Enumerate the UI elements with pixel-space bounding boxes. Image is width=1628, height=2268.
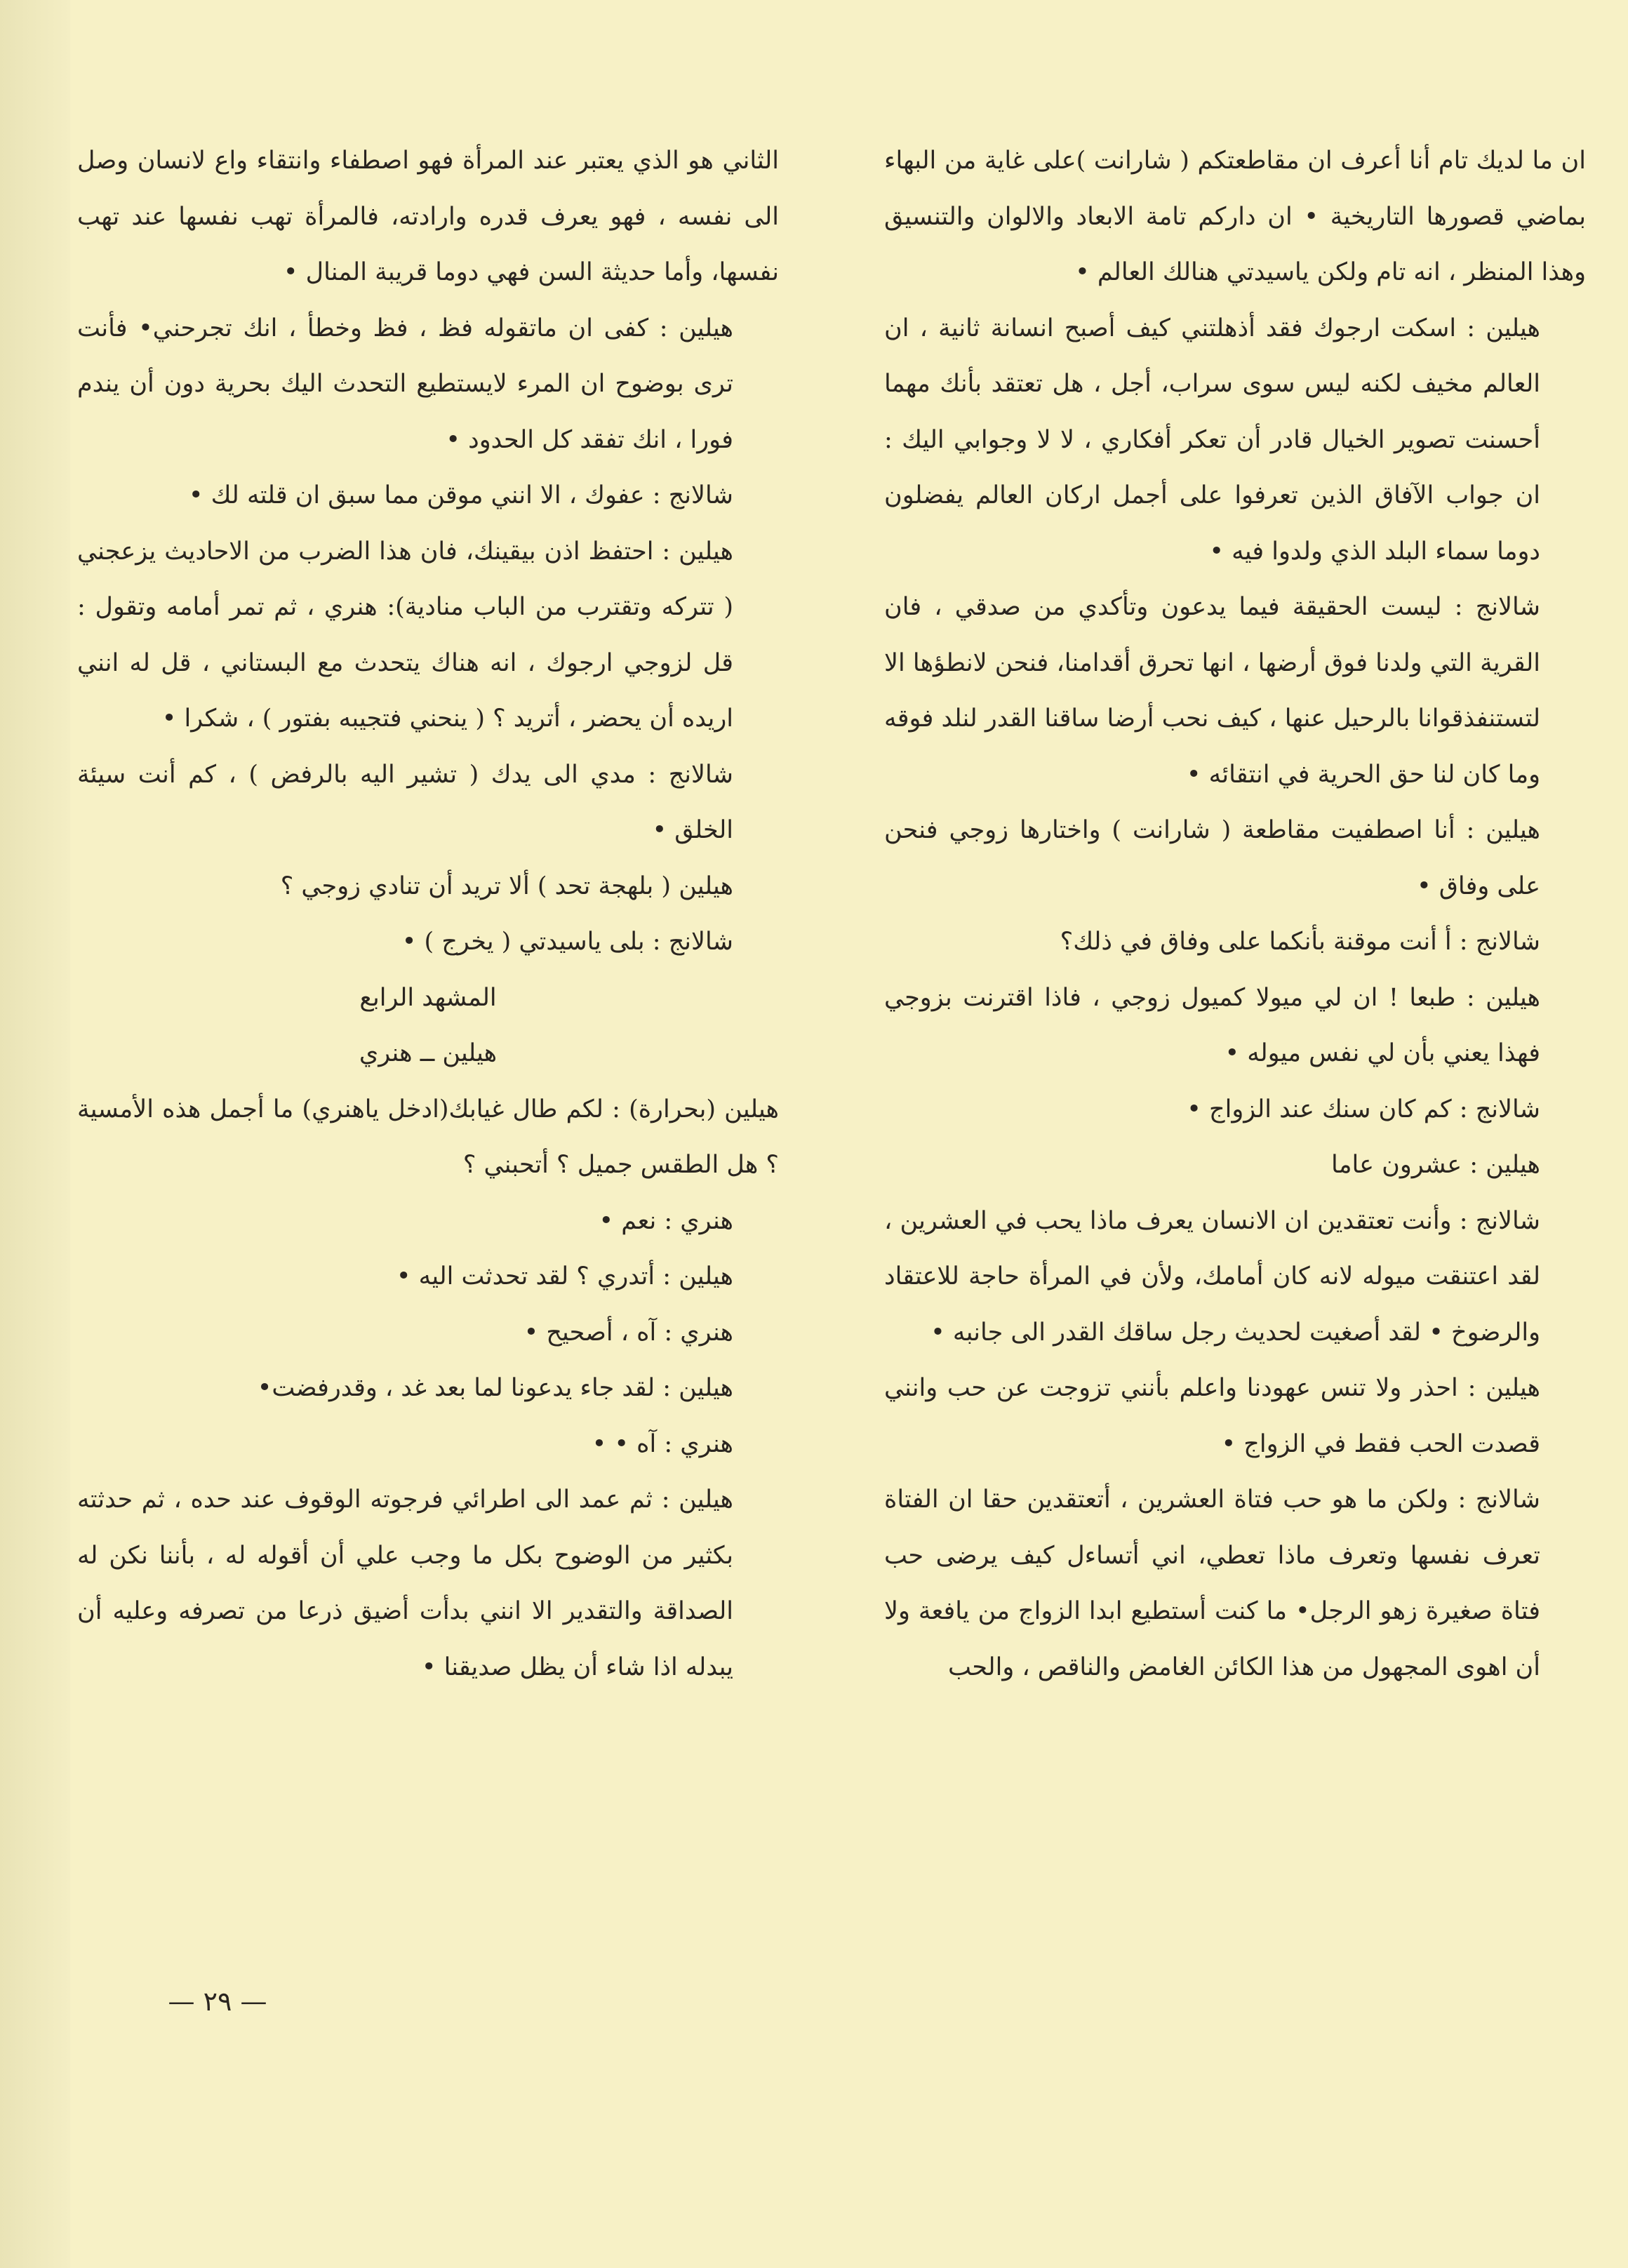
paragraph: شالانج : وأنت تعتقدين ان الانسان يعرف ماذا يحب في العشرين ، لقد اعتنقت ميوله لانه كان أمامك، ولأن في المرأة حاجة للاعتقاد والرضوخ • لقد أصغيت لحديث رجل ساقك القدر الى جانبه • xyxy=(884,1206,1540,1347)
paragraph: هيلين : طبعا ! ان لي ميولا كميول زوجي ، فاذا اقترنت بزوجي فهذا يعني بأن لي نفس ميوله • xyxy=(884,983,1540,1067)
paragraph: هنري : نعم • xyxy=(599,1206,733,1235)
paragraph: شالانج : كم كان سنك عند الزواج • xyxy=(1187,1095,1540,1123)
paragraph: هنري : آه • • xyxy=(592,1429,733,1458)
paragraph: هيلين : أتدري ؟ لقد تحدثت اليه • xyxy=(396,1262,733,1290)
paragraph: هيلين : احتفظ اذن بيقينك، فان هذا الضرب من الاحاديث يزعجني ( تتركه وتقترب من الباب منادية): هنري ، ثم تمر أمامه وتقول : قل لزوجي ارجوك ، انه هناك يتحدث مع البستاني ، قل له انني اريده أن يحضر ، أتريد ؟ ( ينحني فتجيبه بفتور ) ، شكرا • xyxy=(77,537,733,733)
left-text-column xyxy=(77,133,779,1695)
paragraph: هيلين : ثم عمد الى اطرائي فرجوته الوقوف عند حده ، ثم حدثته بكثير من الوضوح بكل ما وجب علي أن أقوله له ، بأننا نكن له الصداقة والتقدير الا انني بدأت أضيق ذرعا من تصرفه وعليه أن يبدله اذا شاء أن يظل صديقنا • xyxy=(77,1486,733,1681)
paragraph: هيلين : كفى ان ماتقوله فظ ، فظ وخطأ ، انك تجرحني• فأنت ترى بوضوح ان المرء لايستطيع التحدث اليك بحرية دون أن يندم فورا ، انك تفقد كل الحدود • xyxy=(77,314,733,454)
paragraph: هيلين : اسكت ارجوك فقد أذهلتني كيف أصبح انسانة ثانية ، ان العالم مخيف لكنه ليس سوى سراب، أجل ، هل تعتقد بأنك مهما أحسنت تصوير الخيال قادر أن تعكر أفكاري ، لا لا وجوابي اليك : ان جواب الآفاق الذين تعرفوا على أجمل اركان العالم يفضلون دوما سماء البلد الذي ولدوا فيه • xyxy=(884,314,1540,566)
book-page xyxy=(70,0,1628,2268)
scene-characters: هيلين ــ هنري xyxy=(359,1039,498,1067)
paragraph: شالانج : مدي الى يدك ( تشير اليه بالرفض ) ، كم أنت سيئة الخلق • xyxy=(77,760,733,844)
paragraph: الثاني هو الذي يعتبر عند المرأة فهو اصطفاء وانتقاء واع لانسان وصل الى نفسه ، فهو يعرف قدره وارادته، فالمرأة تهب نفسها عند تهب نفسها، وأما حديثة السن فهي دوما قريبة المنال • xyxy=(77,147,779,286)
paragraph: شالانج : ليست الحقيقة فيما يدعون وتأكدي من صدقي ، فان القرية التي ولدنا فوق أرضها ، انها تحرق أقدامنا، فنحن لانطؤها الا لتستنفذقوانا بالرحيل عنها ، كيف نحب أرضا ساقنا القدر لنلد فوقه وما كان لنا حق الحرية في انتقائه • xyxy=(884,593,1540,789)
right-text-column xyxy=(884,133,1586,1695)
paragraph: شالانج : عفوك ، الا انني موقن مما سبق ان قلته لك • xyxy=(188,481,733,509)
paragraph: شالانج : ولكن ما هو حب فتاة العشرين ، أتعتقدين حقا ان الفتاة تعرف نفسها وتعرف ماذا تعطي، اني أتساءل كيف يرضى حب فتاة صغيرة زهو الرجل• ما كنت أستطيع ابدا الزواج من يافعة ولا أن اهوى المجهول من هذا الكائن الغامض والناقص ، والحب xyxy=(884,1486,1540,1681)
paragraph: هيلين (بحرارة) : لكم طال غيابك(ادخل ياهنري) ما أجمل هذه الأمسية ؟ هل الطقس جميل ؟ أتحبني ؟ xyxy=(77,1095,779,1179)
paragraph: ان ما لديك تام أنا أعرف ان مقاطعتكم ( شارانت )على غاية من البهاء بماضي قصورها التاريخية • ان داركم تامة الابعاد والالوان والتنسيق وهذا المنظر ، انه تام ولكن ياسيدتي هنالك العالم • xyxy=(884,147,1586,286)
paragraph: هيلين : أنا اصطفيت مقاطعة ( شارانت ) واختارها زوجي فنحن على وفاق • xyxy=(884,816,1540,900)
scene-heading: المشهد الرابع xyxy=(359,983,497,1012)
paragraph: شالانج : بلى ياسيدتي ( يخرج ) • xyxy=(401,928,733,956)
paragraph: هيلين ( بلهجة تحد ) ألا تريد أن تنادي زوجي ؟ xyxy=(280,872,733,900)
paragraph: شالانج : أ أنت موقنة بأنكما على وفاق في ذلك؟ xyxy=(1060,928,1540,956)
paragraph: هيلين : لقد جاء يدعونا لما بعد غد ، وقدرفضت• xyxy=(257,1374,733,1402)
page-number: — ٢٩ — xyxy=(168,1986,267,2017)
scan-margin xyxy=(0,0,70,2268)
paragraph: هنري : آه ، أصحيح • xyxy=(523,1318,733,1347)
paragraph: هيلين : عشرون عاما xyxy=(1331,1151,1540,1179)
paragraph: هيلين : احذر ولا تنس عهودنا واعلم بأنني تزوجت عن حب وانني قصدت الحب فقط في الزواج • xyxy=(884,1374,1540,1458)
